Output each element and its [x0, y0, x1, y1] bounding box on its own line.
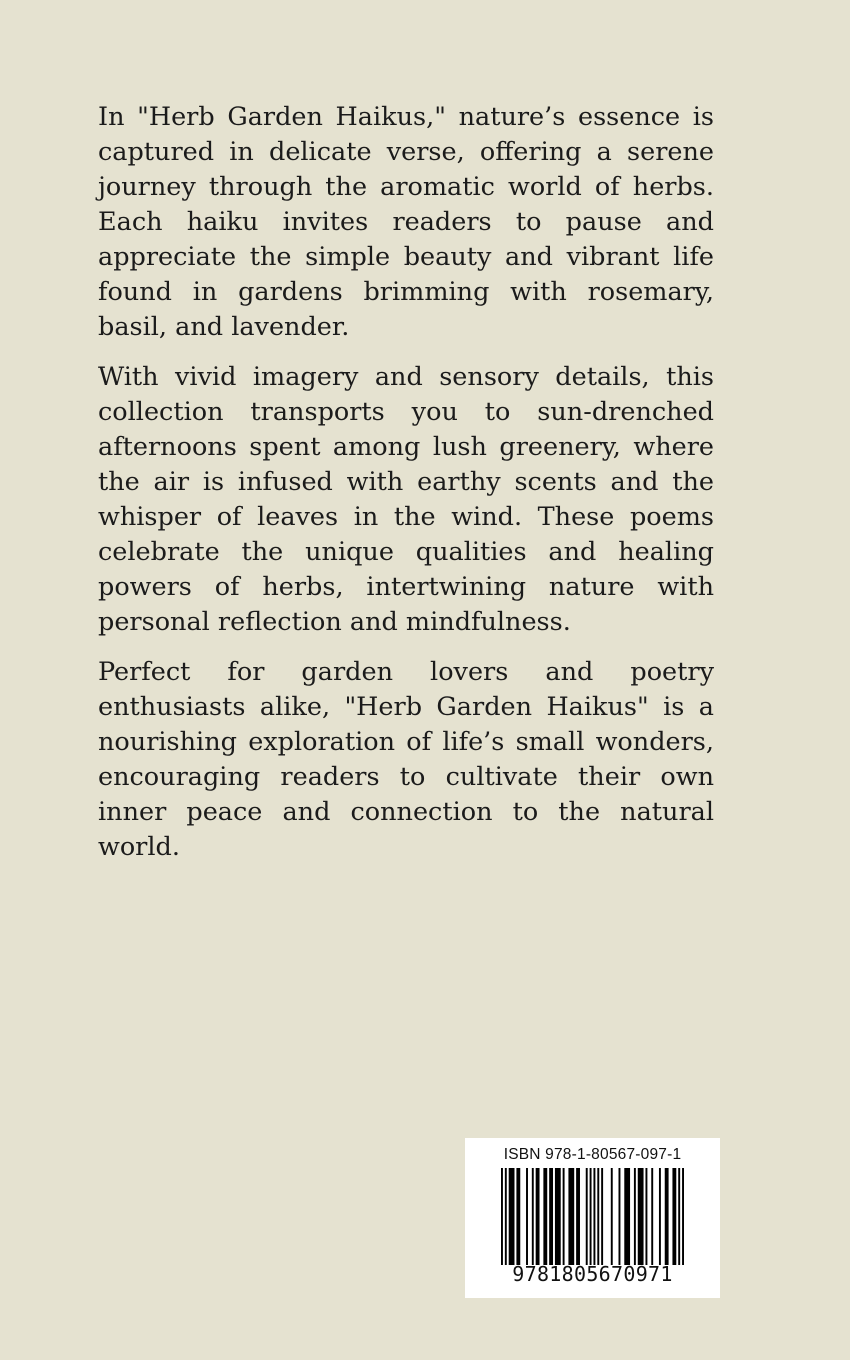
barcode-bar: [501, 1168, 503, 1265]
barcode-bar: [563, 1168, 565, 1265]
barcode-icon: [501, 1168, 684, 1265]
blurb-text: [98, 100, 714, 880]
barcode-bar: [568, 1168, 574, 1265]
barcode-bar: [593, 1168, 595, 1265]
barcode-bar: [536, 1168, 540, 1265]
barcode-digits: 9781805670971: [512, 1262, 673, 1286]
barcode-bar: [526, 1168, 528, 1265]
blurb-paragraph-1: In "Herb Garden Haikus," nature’s essence is captured in delicate verse, offering a serene journey through the aromatic world of herbs. Each haiku invites readers to pause and appreciate the simple beauty and vibrant life found in gardens brimming with rosemary, basil, and lavender.: [98, 102, 714, 342]
barcode-bar: [549, 1168, 553, 1265]
barcode-bar: [651, 1168, 653, 1265]
barcode-bar: [611, 1168, 613, 1265]
barcode-bar: [532, 1168, 534, 1265]
barcode-bar: [682, 1168, 684, 1265]
barcode-bar: [672, 1168, 676, 1265]
isbn-barcode-box: [465, 1138, 720, 1298]
barcode-bar: [555, 1168, 561, 1265]
barcode-bar: [634, 1168, 636, 1265]
blurb-paragraph-3: Perfect for garden lovers and poetry enthusiasts alike, "Herb Garden Haikus" is a nourishing exploration of life’s small wonders, encouraging readers to cultivate their own inner peace and connection to the natural world.: [98, 657, 714, 862]
barcode-bar: [590, 1168, 592, 1265]
barcode-bar: [659, 1168, 661, 1265]
barcode-bar: [624, 1168, 630, 1265]
barcode-bar: [576, 1168, 580, 1265]
barcode-bar: [678, 1168, 680, 1265]
barcode-bar: [665, 1168, 669, 1265]
barcode-bar: [619, 1168, 621, 1265]
barcode-bar: [509, 1168, 515, 1265]
blurb-paragraph-2: With vivid imagery and sensory details, this collection transports you to sun-drenched afternoons spent among lush greenery, where the air is infused with earthy scents and the whisper of leaves in the wind. These poems celebrate the unique qualities and healing powers of herbs, intertwining nature with personal reflection and mindfulness.: [98, 362, 714, 637]
isbn-label: ISBN 978-1-80567-097-1: [503, 1146, 682, 1163]
barcode-bar: [516, 1168, 520, 1265]
barcode-bar: [597, 1168, 599, 1265]
barcode-bar: [543, 1168, 547, 1265]
barcode-bar: [505, 1168, 507, 1265]
barcode-bar: [586, 1168, 588, 1265]
barcode-bar: [645, 1168, 647, 1265]
barcode-bar: [638, 1168, 644, 1265]
barcode-bar: [601, 1168, 603, 1265]
